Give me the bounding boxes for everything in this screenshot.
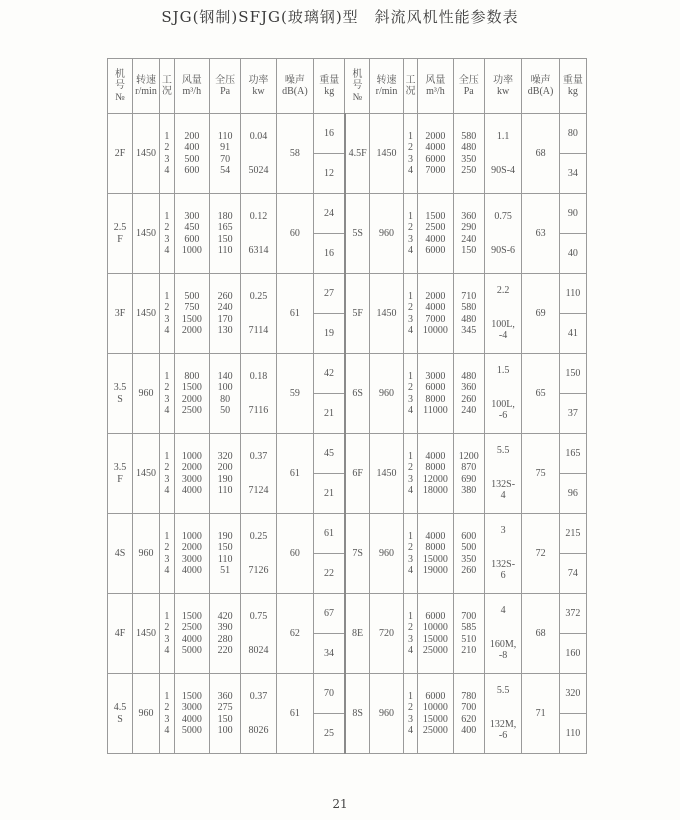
weight-bottom-cell: 40	[559, 234, 586, 274]
power-value: 5.5	[496, 445, 510, 457]
motor-model: 8024	[248, 644, 269, 656]
airflow-cell: 300 450 600 1000	[174, 194, 209, 274]
table-header	[108, 59, 587, 114]
noise-cell: 71	[522, 674, 559, 754]
pressure-cell: 360 290 240 150	[453, 194, 484, 274]
weight-bottom-cell: 21	[314, 394, 345, 434]
table-row	[108, 114, 587, 154]
airflow-cell: 200 400 500 600	[174, 114, 209, 194]
mode-cell: 1 2 3 4	[403, 514, 418, 594]
airflow-cell: 6000 10000 15000 25000	[418, 674, 453, 754]
motor-model: 90S-6	[491, 244, 516, 256]
model-cell: 4.5F	[345, 114, 370, 194]
weight-bottom-cell: 25	[314, 714, 345, 754]
table-row	[108, 354, 587, 394]
speed-cell: 1450	[132, 274, 159, 354]
model-cell: 5S	[345, 194, 370, 274]
power-cell	[241, 354, 276, 434]
pressure-cell: 700 585 510 210	[453, 594, 484, 674]
speed-cell: 1450	[370, 434, 403, 514]
table-row	[108, 674, 587, 714]
noise-cell: 61	[276, 274, 313, 354]
speed-cell: 1450	[132, 434, 159, 514]
motor-model: 160M, -8	[489, 638, 517, 662]
weight-bottom-cell: 22	[314, 554, 345, 594]
model-cell: 4S	[108, 514, 133, 594]
model-cell: 6S	[345, 354, 370, 434]
model-cell: 3.5 S	[108, 354, 133, 434]
power-cell	[241, 194, 276, 274]
model-cell: 8E	[345, 594, 370, 674]
weight-top-cell: 320	[559, 674, 586, 714]
weight-bottom-cell: 34	[314, 634, 345, 674]
noise-cell: 61	[276, 674, 313, 754]
motor-model: 6314	[248, 244, 269, 256]
power-cell	[484, 114, 521, 194]
speed-cell: 960	[132, 674, 159, 754]
model-cell: 8S	[345, 674, 370, 754]
motor-model: 132S- 4	[491, 478, 516, 502]
motor-model: 132S- 6	[491, 558, 516, 582]
model-cell: 5F	[345, 274, 370, 354]
motor-model: 7116	[248, 404, 269, 416]
pressure-cell: 320 200 190 110	[210, 434, 241, 514]
airflow-cell: 1500 2500 4000 6000	[418, 194, 453, 274]
column-header: 转速 r/min	[132, 59, 159, 114]
noise-cell: 63	[522, 194, 559, 274]
power-value: 0.37	[249, 451, 268, 462]
airflow-cell: 1000 2000 3000 4000	[174, 434, 209, 514]
page-number: 21	[332, 797, 348, 811]
model-cell: 3.5 F	[108, 434, 133, 514]
noise-cell: 69	[522, 274, 559, 354]
pressure-cell: 480 360 260 240	[453, 354, 484, 434]
weight-bottom-cell: 96	[559, 474, 586, 514]
table-row	[108, 194, 587, 234]
airflow-cell: 1500 2500 4000 5000	[174, 594, 209, 674]
speed-cell: 960	[370, 674, 403, 754]
noise-cell: 72	[522, 514, 559, 594]
mode-cell: 1 2 3 4	[160, 354, 175, 434]
power-cell	[484, 194, 521, 274]
power-cell	[241, 434, 276, 514]
motor-model: 7126	[248, 564, 269, 576]
weight-bottom-cell: 160	[559, 634, 586, 674]
column-header: 噪声 dB(A)	[276, 59, 313, 114]
pressure-cell: 360 275 150 100	[210, 674, 241, 754]
airflow-cell: 1000 2000 3000 4000	[174, 514, 209, 594]
column-header: 机 号 №	[345, 59, 370, 114]
column-header: 功率 kw	[241, 59, 276, 114]
pressure-cell: 580 480 350 250	[453, 114, 484, 194]
mode-cell: 1 2 3 4	[160, 434, 175, 514]
power-value: 5.5	[496, 685, 510, 697]
mode-cell: 1 2 3 4	[403, 354, 418, 434]
noise-cell: 65	[522, 354, 559, 434]
noise-cell: 60	[276, 514, 313, 594]
speed-cell: 1450	[132, 194, 159, 274]
column-header: 机 号 №	[108, 59, 133, 114]
weight-top-cell: 16	[314, 114, 345, 154]
column-header: 风量 m³/h	[418, 59, 453, 114]
weight-bottom-cell: 19	[314, 314, 345, 354]
weight-top-cell: 372	[559, 594, 586, 634]
weight-top-cell: 67	[314, 594, 345, 634]
airflow-cell: 500 750 1500 2000	[174, 274, 209, 354]
weight-bottom-cell: 34	[559, 154, 586, 194]
column-header: 功率 kw	[484, 59, 521, 114]
speed-cell: 960	[132, 514, 159, 594]
speed-cell: 960	[370, 354, 403, 434]
weight-bottom-cell: 110	[559, 714, 586, 754]
power-value: 1.1	[496, 131, 510, 142]
motor-model: 100L, -6	[491, 398, 515, 422]
weight-top-cell: 61	[314, 514, 345, 554]
weight-top-cell: 165	[559, 434, 586, 474]
mode-cell: 1 2 3 4	[160, 194, 175, 274]
power-cell	[241, 114, 276, 194]
model-cell: 3F	[108, 274, 133, 354]
mode-cell: 1 2 3 4	[160, 594, 175, 674]
noise-cell: 61	[276, 434, 313, 514]
power-value: 0.25	[249, 531, 268, 542]
mode-cell: 1 2 3 4	[403, 114, 418, 194]
mode-cell: 1 2 3 4	[403, 194, 418, 274]
power-value: 0.04	[249, 131, 268, 142]
weight-top-cell: 42	[314, 354, 345, 394]
pressure-cell: 420 390 280 220	[210, 594, 241, 674]
power-cell	[484, 514, 521, 594]
motor-model: 8026	[248, 724, 269, 736]
model-cell: 2F	[108, 114, 133, 194]
power-value: 0.75	[494, 211, 512, 222]
pressure-cell: 190 150 110 51	[210, 514, 241, 594]
model-cell: 4.5 S	[108, 674, 133, 754]
mode-cell: 1 2 3 4	[160, 274, 175, 354]
column-header: 工 况	[403, 59, 418, 114]
table-row	[108, 514, 587, 554]
power-cell	[484, 274, 521, 354]
speed-cell: 960	[132, 354, 159, 434]
mode-cell: 1 2 3 4	[160, 674, 175, 754]
power-value: 1.5	[496, 365, 510, 377]
power-value: 0.37	[249, 691, 268, 702]
speed-cell: 720	[370, 594, 403, 674]
power-cell	[484, 434, 521, 514]
mode-cell: 1 2 3 4	[403, 434, 418, 514]
airflow-cell: 1500 3000 4000 5000	[174, 674, 209, 754]
airflow-cell: 3000 6000 8000 11000	[418, 354, 453, 434]
column-header: 重量 kg	[314, 59, 345, 114]
motor-model: 100L, -4	[491, 318, 515, 342]
motor-model: 7114	[248, 324, 269, 336]
speed-cell: 1450	[370, 114, 403, 194]
weight-top-cell: 215	[559, 514, 586, 554]
power-cell	[241, 674, 276, 754]
airflow-cell: 800 1500 2000 2500	[174, 354, 209, 434]
power-cell	[484, 594, 521, 674]
noise-cell: 68	[522, 114, 559, 194]
pressure-cell: 710 580 480 345	[453, 274, 484, 354]
noise-cell: 68	[522, 594, 559, 674]
column-header: 工 况	[160, 59, 175, 114]
airflow-cell: 6000 10000 15000 25000	[418, 594, 453, 674]
weight-bottom-cell: 21	[314, 474, 345, 514]
noise-cell: 75	[522, 434, 559, 514]
weight-bottom-cell: 12	[314, 154, 345, 194]
noise-cell: 59	[276, 354, 313, 434]
column-header: 风量 m³/h	[174, 59, 209, 114]
column-header: 全压 Pa	[453, 59, 484, 114]
pressure-cell: 600 500 350 260	[453, 514, 484, 594]
motor-model: 5024	[248, 164, 269, 176]
airflow-cell: 2000 4000 7000 10000	[418, 274, 453, 354]
weight-bottom-cell: 37	[559, 394, 586, 434]
page-title: SJG(钢制)SFJG(玻璃钢)型 斜流风机性能参数表	[161, 8, 519, 26]
noise-cell: 62	[276, 594, 313, 674]
weight-bottom-cell: 74	[559, 554, 586, 594]
airflow-cell: 4000 8000 15000 19000	[418, 514, 453, 594]
noise-cell: 60	[276, 194, 313, 274]
table-body	[108, 114, 587, 754]
column-header: 全压 Pa	[210, 59, 241, 114]
table-row	[108, 434, 587, 474]
model-cell: 2.5 F	[108, 194, 133, 274]
pressure-cell: 110 91 70 54	[210, 114, 241, 194]
power-value: 0.25	[249, 291, 268, 302]
weight-top-cell: 24	[314, 194, 345, 234]
power-cell	[241, 514, 276, 594]
power-cell	[241, 594, 276, 674]
table-row	[108, 594, 587, 634]
weight-top-cell: 27	[314, 274, 345, 314]
weight-top-cell: 70	[314, 674, 345, 714]
column-header: 噪声 dB(A)	[522, 59, 559, 114]
model-cell: 6F	[345, 434, 370, 514]
airflow-cell: 4000 8000 12000 18000	[418, 434, 453, 514]
table-row	[108, 274, 587, 314]
weight-top-cell: 150	[559, 354, 586, 394]
power-cell	[241, 274, 276, 354]
speed-cell: 1450	[132, 594, 159, 674]
weight-top-cell: 45	[314, 434, 345, 474]
mode-cell: 1 2 3 4	[403, 274, 418, 354]
weight-top-cell: 80	[559, 114, 586, 154]
power-value: 0.18	[249, 371, 268, 382]
mode-cell: 1 2 3 4	[403, 594, 418, 674]
mode-cell: 1 2 3 4	[160, 114, 175, 194]
column-header: 转速 r/min	[370, 59, 403, 114]
weight-top-cell: 110	[559, 274, 586, 314]
speed-cell: 960	[370, 194, 403, 274]
speed-cell: 1450	[370, 274, 403, 354]
motor-model: 7124	[248, 484, 269, 496]
motor-model: 90S-4	[491, 164, 516, 176]
power-value: 4	[500, 605, 506, 617]
column-header: 重量 kg	[559, 59, 586, 114]
pressure-cell: 180 165 150 110	[210, 194, 241, 274]
speed-cell: 960	[370, 514, 403, 594]
pressure-cell: 780 700 620 400	[453, 674, 484, 754]
motor-model: 132M, -6	[489, 718, 517, 742]
model-cell: 4F	[108, 594, 133, 674]
fan-performance-table	[107, 58, 587, 754]
power-value: 0.75	[249, 611, 268, 622]
weight-bottom-cell: 41	[559, 314, 586, 354]
header-row	[108, 59, 587, 114]
mode-cell: 1 2 3 4	[403, 674, 418, 754]
mode-cell: 1 2 3 4	[160, 514, 175, 594]
model-cell: 7S	[345, 514, 370, 594]
weight-top-cell: 90	[559, 194, 586, 234]
pressure-cell: 140 100 80 50	[210, 354, 241, 434]
power-value: 2.2	[496, 285, 510, 297]
noise-cell: 58	[276, 114, 313, 194]
power-cell	[484, 674, 521, 754]
pressure-cell: 260 240 170 130	[210, 274, 241, 354]
airflow-cell: 2000 4000 6000 7000	[418, 114, 453, 194]
weight-bottom-cell: 16	[314, 234, 345, 274]
power-value: 3	[500, 525, 506, 537]
speed-cell: 1450	[132, 114, 159, 194]
pressure-cell: 1200 870 690 380	[453, 434, 484, 514]
power-cell	[484, 354, 521, 434]
power-value: 0.12	[249, 211, 268, 222]
